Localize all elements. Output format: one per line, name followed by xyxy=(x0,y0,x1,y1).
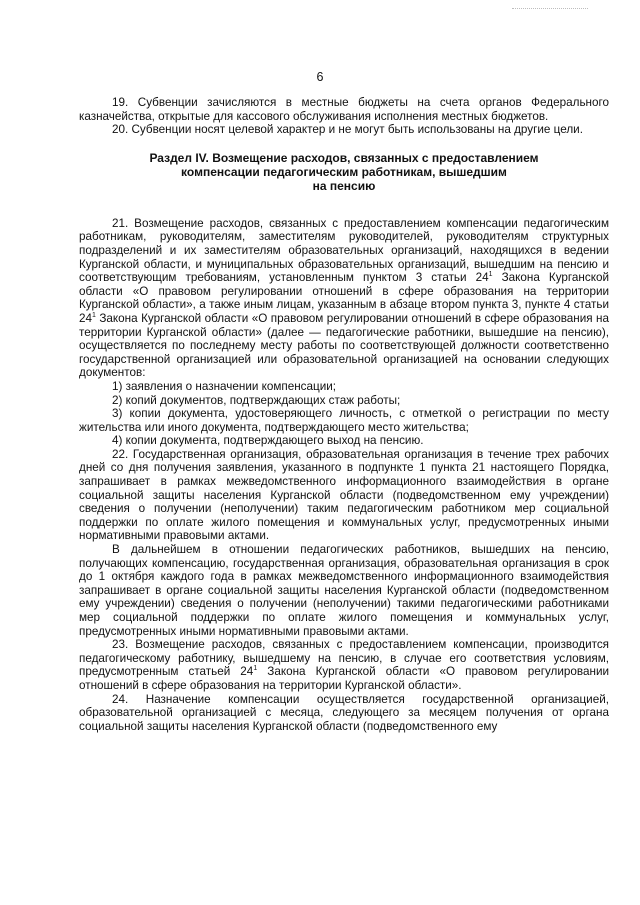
section-title-line-2: компенсации педагогическим работникам, вышедшим xyxy=(181,164,507,179)
paragraph-24: 24. Назначение компенсации осуществляется государственной организацией, образовательной организацией с месяца, следующего за месяцем получения от органа социальной защиты населения Курганской области (подведомственного ему xyxy=(79,692,609,733)
list-item: 2) копий документов, подтверждающих стаж работы; xyxy=(112,393,401,407)
list-item: 1) заявления о назначении компенсации; xyxy=(112,379,337,393)
page-number: 6 xyxy=(316,70,324,84)
section-title-line-1: Раздел IV. Возмещение расходов, связанных с предоставлением xyxy=(149,150,539,165)
paragraph-19: 19. Субвенции зачисляются в местные бюджеты на счета органов Федерального казначейства, открытые для кассового обслуживания исполнения местных бюджетов. xyxy=(79,96,609,123)
list-item: 3) копии документа, удостоверяющего личность, с отметкой о регистрации по месту жительства или иного документа, подтверждающего место жительства; xyxy=(79,407,609,434)
document-body xyxy=(79,96,609,733)
superscript: 1 xyxy=(253,665,258,673)
paragraph-20: 20. Субвенции носят целевой характер и не могут быть использованы на другие цели. xyxy=(112,123,583,137)
superscript: 1 xyxy=(488,271,493,279)
superscript: 1 xyxy=(92,312,96,320)
paragraph-23 xyxy=(79,638,609,692)
paragraph-22: 22. Государственная организация, образовательная организация в течение трех рабочих дней со дня получения заявления, указанного в подпункте 1 пункта 21 настоящего Порядка, запрашивает в рамках межведомственного информационного взаимодействия в органе социальной защиты населения Курганской области (подведомственном ему учреждении) сведения о получении (неполучении) таким педагогическим работником мер социальной поддержки по оплате жилого помещения и коммунальных услуг, предусмотренных иными нормативными правовыми актами. xyxy=(79,447,609,543)
list-item: 4) копии документа, подтверждающего выход на пенсию. xyxy=(112,434,424,448)
section-title-line-3: на пенсию xyxy=(312,178,376,193)
paragraph-21-part-c: Закона Курганской области «О правовом регулировании отношений в сфере образования на территории Курганской области» (далее — педагогические работники, вышедшие на пенсию), осуществляется по последнему месту работы по соответствующей должности соответственно государственной организацией или образовательной организацией на основании следующих документов: xyxy=(79,311,609,380)
paragraph-23-part-a: 23. Возмещение расходов, связанных с предоставлением компенсации, производится педагогическому работнику, вышедшему на пенсию, в случае его соответствия условиям, предусмотренным статьей 24 xyxy=(79,638,609,679)
paragraph-21-part-b: Закона Курганской области «О правовом регулировании отношений в сфере образования на территории Курганской области», а также иным лицам, указанным в абзаце втором пункта 3, пункте 4 статьи 24 xyxy=(79,271,609,325)
paragraph-22-continued: В дальнейшем в отношении педагогических работников, вышедших на пенсию, получающих компенсацию, государственная организация, образовательная организация в срок до 1 октября каждого года в рамках межведомственного информационного взаимодействия запрашивает в органе социальной защиты населения Курганской области (подведомственном ему учреждении) сведения о получении (неполучении) такими педагогическими работниками мер социальной поддержки по оплате жилого помещения и коммунальных услуг, предусмотренных иными нормативными правовыми актами. xyxy=(79,543,609,638)
paragraph-21-part-a: 21. Возмещение расходов, связанных с предоставлением компенсации педагогическим работникам, руководителям, заместителям руководителей, руководителям структурных подразделений и их заместителям образовательных организаций, находящихся в ведении Курганской области, и муниципальных образовательных организаций, вышедшим на пенсию и соответствующим требованиям, установленным пунктом 3 статьи 24 xyxy=(79,216,609,285)
scan-mark xyxy=(512,8,588,9)
section-title xyxy=(79,151,609,193)
paragraph-23-part-b: Закона Курганской области «О правовом регулировании отношений в сфере образования на территории Курганской области». xyxy=(79,665,609,692)
paragraph-21 xyxy=(79,217,609,380)
